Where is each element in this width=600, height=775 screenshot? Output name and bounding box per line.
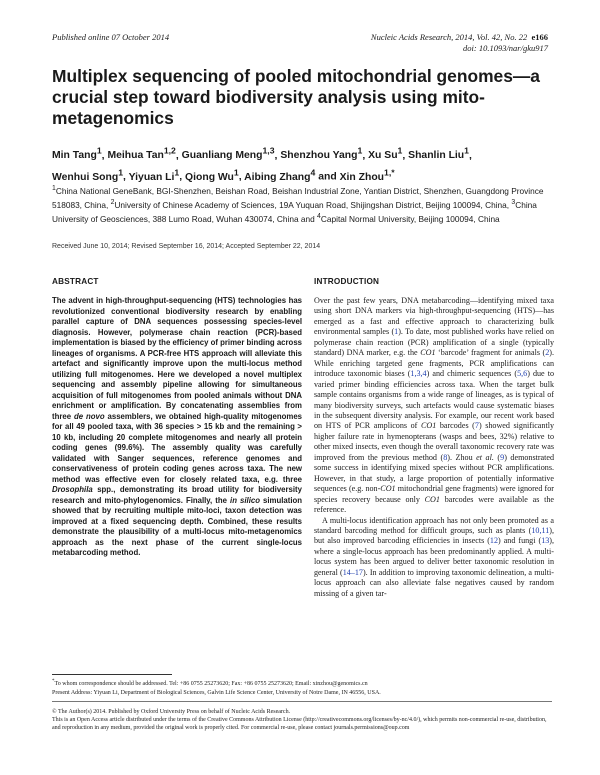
doi: doi: 10.1093/nar/gku917: [463, 43, 548, 53]
license-divider: [52, 701, 552, 702]
citation-link[interactable]: 9: [500, 452, 505, 462]
author: Shanlin Liu$^1$: [408, 146, 469, 162]
citation-link[interactable]: 1: [394, 327, 399, 337]
article-id: e166: [531, 32, 548, 42]
introduction-heading: INTRODUCTION: [314, 277, 380, 286]
abstract-section: [52, 277, 302, 559]
citation-link[interactable]: 10,11: [531, 525, 550, 535]
citation-link[interactable]: 7: [474, 421, 479, 431]
citation-link[interactable]: 12: [489, 536, 499, 546]
abstract-heading: ABSTRACT: [52, 277, 99, 286]
author: Min Tang$^1$: [52, 146, 102, 162]
author: Guanliang Meng$^{1,3}$: [181, 146, 275, 162]
introduction-section: [314, 277, 554, 599]
author: Meihua Tan$^{1,2}$: [107, 146, 176, 162]
citation-link[interactable]: 5,6: [517, 369, 528, 379]
citation-link[interactable]: 13: [541, 536, 550, 546]
author: Aibing Zhang$^4$: [244, 167, 316, 183]
journal-name: Nucleic Acids Research, 2014, Vol. 42, No. 22: [370, 32, 528, 42]
correspondence-footnote: *To whom correspondence should be addressed. Tel: +86 0755 25273620; Fax: +86 0755 25273620; Email: xinzhou@genomics.cn Present Address: Yiyuan Li, Department of Biological Sciences, Galvin Life Science Center, University of Notre Dame, IN 46556, USA.: [52, 678, 552, 697]
footnote-divider: [52, 674, 172, 675]
article-title: Multiplex sequencing of pooled mitochondrial genomes—a crucial step toward biodiversity analysis using mito-metagenomics: [52, 66, 540, 128]
copyright-notice: © The Author(s) 2014. Published by Oxford University Press on behalf of Nucleic Acids Research.: [52, 709, 291, 715]
author: Wenhui Song$^1$: [52, 167, 124, 183]
author: Shenzhou Yang$^1$: [280, 146, 363, 162]
author: Yiyuan Li$^1$: [128, 167, 180, 183]
affiliations: $^1$China National GeneBank, BGI-Shenzhen, Beishan Road, Beishan Industrial Zone, Yantian District, Shenzhen, Guangdong Province 518083, China, $^2$University of Chinese Academy of Sciences, 19A Yuquan Road, Shijingshan District, Beijing 100094, China, $^3$China University of Geosciences, 388 Lumo Road, Wuhan 430074, China and $^4$Capital Normal University, Beijing 100094, China: [52, 185, 544, 224]
asterisk-mark: *: [52, 679, 55, 684]
published-date: Published online 07 October 2014: [52, 32, 170, 42]
present-address: Present Address: Yiyuan Li, Department of Biological Sciences, Galvin Life Science Center, University of Notre Dame, IN 46556, USA.: [52, 689, 381, 696]
intro-paragraph: Over the past few years, DNA metabarcoding—identifying mixed taxa using short DNA markers via high-throughput-sequencing (HTS)—has emerged as a fast and effective approach to characterizing bulk environmental samples (1). To date, most published works have relied on polymerase chain reaction (PCR) amplification of a single (typically standard) DNA marker, e.g. the CO1 ‘barcode’ fragment for animals (2). While enriching targeted gene fragments, PCR amplifications can introduce taxonomic biases (1,3,4) and chimeric sequences (5,6) due to varied primer binding efficiencies across taxa. When the target bulk sample contains organisms from a wide range of lineages, as is typical of many biodiversity surveys, such artefacts would cause systematic biases in the subsequent diversity analysis. For example, our recent work based on HTS of PCR amplicons of CO1 barcodes (7) showed significantly higher failure rate in hymenopterans (wasps and bees, 32%) relative to other mixed insects, even though the overall taxonomic recovery rate was improved from the previous method (8). Zhou et al. (9) demonstrated some success in identifying mixed species without PCR amplifications. However, in that study, a large proportion of potentially informative sequences (e.g. non-CO1 mitochondrial gene fragments) were ignored for species recovery because only CO1 barcodes were available as the reference.: [314, 296, 555, 515]
license-notice: This is an Open Access article distributed under the terms of the Creative Commons Attribution License (http://creativecommons.org/licenses/by-nc/4.0/), which permits non-commercial re-use, distribution, and reproduction in any medium, provided the original work is properly cited. For commercial re-use, please contact journals.permissions@oup.com: [52, 717, 547, 731]
citation-link[interactable]: 2: [545, 348, 550, 358]
citation-link[interactable]: 1,3,4: [410, 369, 427, 379]
author: Xin Zhou$^{1,*}$: [339, 167, 395, 183]
license-block: [52, 708, 552, 732]
citation-link[interactable]: 14–17: [342, 567, 363, 577]
author-list: Min Tang$^1$, Meihua Tan$^{1,2}$, Guanliang Meng$^{1,3}$, Shenzhou Yang$^1$, Xu Su$^1$, Shanlin Liu$^1$, Wenhui Song$^1$, Yiyuan Li$^1$, Qiong Wu$^1$, Aibing Zhang$^4$ and Xin Zhou$^{1,*}$: [52, 146, 472, 183]
journal-citation: [371, 32, 548, 43]
author: Qiong Wu$^1$: [185, 167, 239, 183]
citation-link[interactable]: 8: [443, 452, 448, 462]
received-dates: Received June 10, 2014; Revised September 16, 2014; Accepted September 22, 2014: [52, 243, 321, 250]
author: Xu Su$^1$: [368, 146, 403, 162]
abstract-text: The advent in high-throughput-sequencing (HTS) technologies has revolutionized conventional biodiversity research by enabling parallel capture of DNA sequences possessing species-level diagnosis. However, polymerase chain reaction (PCR)-based implementation is biased by the efficiency of primer binding across lineages of organisms. A PCR-free HTS approach will alleviate this artefact and significantly improve upon the multi-locus method utilizing full mitogenomes. Here we developed a novel multiplex sequencing and assembly pipeline allowing for simultaneous acquisition of full mitogenomes from pooled animals without DNA enrichment or amplification. By concatenating assemblies from three de novo assemblers, we obtained high-quality mitogenomes for all 49 pooled taxa, with 36 species > 15 kb and the remaining > 10 kb, including 20 complete mitogenomes and nearly all protein coding genes (99.6%). The assembly quality was carefully validated with Sanger sequences, reference genomes and conservativeness of protein coding genes across taxa. The new method was effective even for closely related taxa, e.g. three Drosophila spp., demonstrating its broad utility for biodiversity research and mito-phylogenomics. Finally, the in silico simulation showed that by recruiting multiple mito-loci, taxon detection was improved at a fixed sequencing depth. Combined, these results demonstrate the plausibility of a multi-locus mito-metagenomics approach as the next phase of the current single-locus metabarcoding method.: [52, 296, 303, 557]
intro-paragraph: A multi-locus identification approach has not only been promoted as a standard barcoding method for difficult groups, such as plants (10,11), but also improved barcoding efficiencies in insects (12) and fungi (13), where a single-locus approach has been predominantly applied. A multi-locus system has been argued to deliver better taxonomic resolution in general (14–17). In addition to improving taxonomic delineation, a multi-locus approach can also alleviate false negatives caused by random missing of a given tar-: [314, 515, 554, 598]
